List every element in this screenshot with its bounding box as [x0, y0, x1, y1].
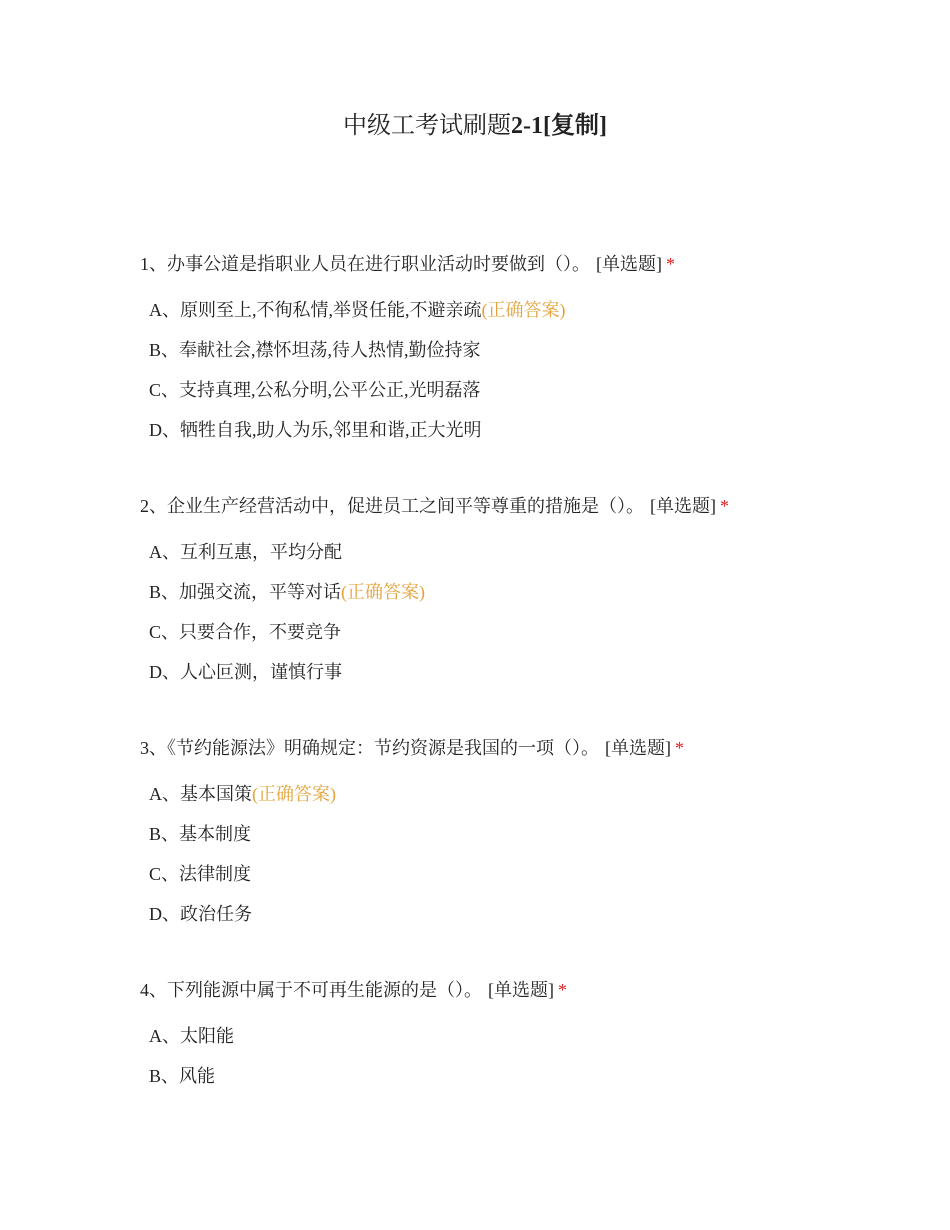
option-b[interactable]	[149, 821, 900, 847]
question-3	[140, 735, 900, 941]
option-c[interactable]	[149, 619, 900, 645]
question-type: [单选题]	[488, 980, 554, 1000]
option-text: 只要合作，不要竞争	[179, 622, 342, 642]
option-a[interactable]	[149, 297, 900, 323]
question-number: 3、	[140, 738, 167, 758]
required-mark: *	[720, 496, 729, 516]
option-a[interactable]	[149, 781, 900, 807]
title-main: 中级工考试刷题	[343, 113, 511, 139]
option-text: 政治任务	[180, 904, 252, 924]
option-letter: A、	[149, 542, 180, 562]
option-b[interactable]	[149, 579, 900, 605]
option-c[interactable]	[149, 861, 900, 887]
correct-answer-tag: (正确答案)	[341, 582, 426, 602]
question-type: [单选题]	[650, 496, 716, 516]
question-4	[140, 977, 900, 1103]
question-text: 下列能源中属于不可再生能源的是（）。	[167, 980, 482, 1000]
question-type: [单选题]	[596, 254, 662, 274]
option-letter: C、	[149, 864, 180, 884]
option-letter: B、	[149, 582, 180, 602]
option-list	[140, 1023, 900, 1089]
option-list	[140, 781, 900, 927]
question-title	[140, 735, 900, 761]
correct-answer-tag: (正确答案)	[481, 300, 566, 320]
correct-answer-tag: (正确答案)	[252, 784, 336, 804]
option-letter: B、	[149, 1066, 180, 1086]
option-letter: D、	[149, 662, 180, 682]
option-list	[140, 297, 900, 443]
question-title	[140, 251, 900, 277]
question-number: 2、	[140, 496, 167, 516]
option-text: 基本制度	[179, 824, 252, 844]
option-list	[140, 539, 900, 685]
option-letter: B、	[149, 340, 180, 360]
question-text: 企业生产经营活动中，促进员工之间平等尊重的措施是（）。	[167, 496, 644, 516]
option-text: 基本国策	[180, 784, 252, 804]
required-mark: *	[558, 980, 567, 1000]
option-letter: D、	[149, 420, 180, 440]
option-text: 牺牲自我,助人为乐,邻里和谐,正大光明	[180, 420, 482, 440]
option-a[interactable]	[149, 539, 900, 565]
question-title	[140, 977, 900, 1003]
question-1	[140, 251, 900, 457]
option-letter: A、	[149, 300, 180, 320]
option-text: 奉献社会,襟怀坦荡,待人热情,勤俭持家	[179, 340, 481, 360]
option-letter: D、	[149, 904, 180, 924]
option-a[interactable]	[149, 1023, 900, 1049]
option-letter: A、	[149, 1026, 180, 1046]
option-d[interactable]	[149, 417, 900, 443]
option-text: 支持真理,公私分明,公平公正,光明磊落	[179, 380, 481, 400]
title-suffix: [复制]	[543, 113, 607, 139]
option-d[interactable]	[149, 901, 900, 927]
option-text: 人心叵测，谨慎行事	[180, 662, 342, 682]
question-text: 《节约能源法》明确规定：节约资源是我国的一项（）。	[167, 738, 599, 758]
option-letter: B、	[149, 824, 180, 844]
question-number: 1、	[140, 254, 167, 274]
option-c[interactable]	[149, 377, 900, 403]
question-type: [单选题]	[605, 738, 671, 758]
option-text: 太阳能	[180, 1026, 234, 1046]
title-code: 2-1	[511, 113, 543, 139]
question-title	[140, 493, 900, 519]
option-letter: C、	[149, 380, 180, 400]
required-mark: *	[675, 738, 684, 758]
option-d[interactable]	[149, 659, 900, 685]
option-letter: A、	[149, 784, 180, 804]
page-title	[0, 108, 950, 144]
option-b[interactable]	[149, 337, 900, 363]
option-b[interactable]	[149, 1063, 900, 1089]
question-2	[140, 493, 900, 699]
option-text: 互利互惠，平均分配	[180, 542, 342, 562]
option-text: 加强交流，平等对话	[179, 582, 342, 602]
option-letter: C、	[149, 622, 180, 642]
question-text: 办事公道是指职业人员在进行职业活动时要做到（）。	[167, 254, 590, 274]
option-text: 风能	[179, 1066, 216, 1086]
required-mark: *	[666, 254, 675, 274]
question-number: 4、	[140, 980, 167, 1000]
option-text: 法律制度	[179, 864, 252, 884]
option-text: 原则至上,不徇私情,举贤任能,不避亲疏	[180, 300, 482, 320]
